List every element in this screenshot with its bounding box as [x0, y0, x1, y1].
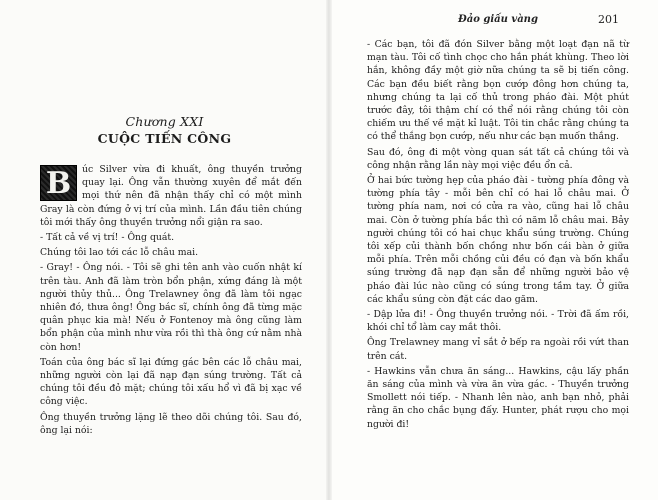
paragraph: Sau đó, ông đi một vòng quan sát tất cả chúng tôi và công nhận rằng lần này mọi việc đều ổn cả.	[367, 146, 629, 171]
chapter-number: Chương XXI	[125, 114, 204, 129]
paragraph: - Dập lửa đi! - Ông thuyền trưởng nói. - Trời đã ấm rồi, khói chỉ tổ làm cay mắt thôi.	[367, 309, 629, 334]
paragraph: Ông Trelawney mang vỉ sắt ở bếp ra ngoài rồi vứt than trên cát.	[367, 337, 629, 362]
paragraph: Chúng tôi lao tới các lỗ châu mai.	[40, 247, 199, 259]
paragraph: - Gray! - Ông nói. - Tôi sẽ ghi tên anh vào cuốn nhật kí trên tàu. Anh đã làm tròn bổn phận, xứng đáng là một người thủy thủ... Ông Trelawney ông đã làm tôi ngạc nhiên đó, thưa ông! Ông bác sĩ, chính ông đã từng mặc quân phục kia mà! Nếu ở Fontenoy mà ông cũng làm bổn phận của mình như vừa rồi thì thà ông cứ nằm nhà còn hơn!	[40, 262, 302, 353]
paragraph: - Các bạn, tôi đã đón Silver bằng một loạt đạn nã từ mạn tàu. Tôi cố tình chọc cho hắn phát khùng. Theo lời hắn, không đầy một giờ nữa chúng ta sẽ bị tiến công. Các bạn đều biết rằng bọn cướp đông hơn chúng ta, nhưng chúng ta lại cố thủ trong pháo đài. Một phút trước đây, tôi thậm chí có thể nói rằng chúng tôi còn chiếm ưu thế về mặt kỉ luật. Tôi tin chắc rằng chúng ta có thể thắng bọn cướp, nếu như các bạn muốn thắng.	[367, 39, 629, 143]
paragraph: Ở hai bức tường hẹp của pháo đài - tường phía đông và tường phía tây - mỗi bên chỉ có hai lỗ châu mai. Ở tường phía nam, nơi có cửa ra vào, cũng hai lỗ châu mai. Còn ở tường phía bắc thì có năm lỗ châu mai. Bảy người chúng tôi có hai chục khẩu súng trường. Chúng tôi xếp củi thành bốn chồng như bốn cái bàn ở giữa mỗi phía. Trên mỗi chồng củi đều có đạn và bốn khẩu súng trường đã nạp đạn sẵn để những người bảo vệ pháo đài lúc nào cũng có súng trong tầm tay. Ở giữa các khẩu súng còn đặt các dao găm.	[367, 175, 629, 305]
left-page-body	[40, 163, 302, 439]
paragraph: Toán của ông bác sĩ lại đứng gác bên các lỗ châu mai, những người còn lại đã nạp đạn súng trường. Tất cả chúng tôi đều đỏ mặt; chúng tôi xấu hổ vì đã bị xạc về công việc.	[40, 356, 302, 408]
running-head: Đảo giấu vàng	[458, 14, 538, 25]
paragraph: - Hawkins vẫn chưa ăn sáng... Hawkins, cậu lấy phần ăn sáng của mình và vừa ăn vừa gác. - Thuyền trưởng Smollett nói tiếp. - Nhanh lên nào, anh bạn nhỏ, phải rằng ăn cho chắc bụng đấy. Hunter, phát rượu cho mọi người đi!	[367, 365, 629, 430]
page-number: 201	[598, 13, 619, 26]
chapter-title: CUỘC TIẾN CÔNG	[97, 131, 232, 146]
paragraph: úc Silver vừa đi khuất, ông thuyền trưởng quay lại. Ông vẫn thường xuyên để mắt đến mọi thứ nên đã nhận thấy chỉ có một mình Gray là còn đứng ở vị trí của mình. Lần đầu tiên chúng tôi mới thấy ông thuyền trưởng nổi giận ra sao.	[40, 164, 302, 228]
paragraph: - Tất cả về vị trí! - Ông quát.	[40, 232, 175, 244]
drop-cap: B	[40, 165, 77, 201]
book-gutter	[326, 0, 332, 500]
right-page-body	[367, 38, 629, 433]
paragraph: Ông thuyền trưởng lặng lẽ theo dõi chúng tôi. Sau đó, ông lại nói:	[40, 411, 302, 436]
